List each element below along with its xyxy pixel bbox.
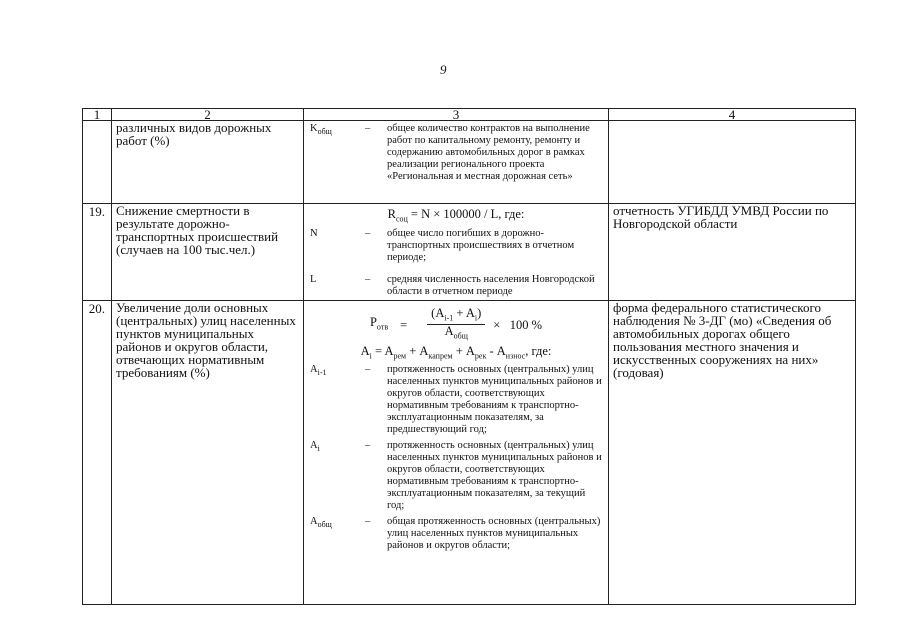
definition-text: протяженность основных (центральных) улиц населенных пунктов муниципальных районов и округов области, соответствующих нормативным требованиям к транспортно-эксплуатационным показателям, за предшествующий год; [387, 364, 602, 435]
definition-item [310, 516, 602, 552]
definition-dash: – [365, 123, 371, 134]
definition-text: общее количество контрактов на выполнение работ по капитальному ремонту, ремонту и содержанию автомобильных дорог в рамках реализации регионального проекта «Региональная и местная дорожная сеть» [387, 123, 590, 182]
formula: $R_{соц} = N \times 100000 / L$, где: [387, 207, 525, 224]
definition-item [310, 274, 602, 298]
table-row [83, 204, 856, 301]
definition-text: средняя численность населения Новгородской области в отчетном периоде [387, 273, 595, 297]
definition-item [310, 440, 602, 512]
calculation-method [304, 300, 609, 604]
definition-text: общая протяженность основных (центральных) улиц населенных пунктов муниципальных районов и округов области; [387, 516, 601, 551]
formula: $A_i = A_{рем} + A_{капрем} + A_{рек} - A_{износ}$, где: [360, 343, 552, 360]
row-number: 20. [83, 300, 112, 604]
definition-dash: – [365, 516, 371, 527]
indicators-table [82, 108, 856, 605]
definition-symbol: N [310, 227, 318, 239]
definition-text: протяженность основных (центральных) улиц населенных пунктов муниципальных районов и округов области, соответствующих нормативным требованиям к транспортно-эксплуатационным показателям, за текущий год; [387, 440, 602, 511]
definition-item [310, 364, 602, 436]
row-number: 19. [83, 204, 112, 301]
column-header: 3 [304, 109, 609, 121]
definition-symbol: $A_{i-1}$ [310, 364, 327, 378]
column-header: 2 [112, 109, 304, 121]
definition-item [310, 123, 602, 183]
table-row [83, 300, 856, 604]
definition-symbol: $K_{общ}$ [310, 123, 332, 137]
indicator-name: различных видов дорожных работ (%) [112, 121, 304, 204]
data-source [609, 121, 856, 204]
column-header: 4 [609, 109, 856, 121]
definition-symbol: L [310, 273, 317, 285]
table-header-row [83, 109, 856, 121]
definition-dash: – [365, 364, 371, 375]
definition-dash: – [365, 227, 371, 239]
calculation-method [304, 121, 609, 204]
definition-dash: – [365, 273, 371, 285]
definition-symbol: $A_{общ}$ [310, 516, 332, 530]
row-number [83, 121, 112, 204]
column-header: 1 [83, 109, 112, 121]
definition-dash: – [365, 440, 371, 451]
calculation-method [304, 204, 609, 301]
indicator-name: Увеличение доли основных (центральных) улиц населенных пунктов муниципальных районов и округов области, отвечающих нормативным требованиям (%) [112, 300, 304, 604]
fraction-formula: $P_{отв}$ = $(A_{i-1} + A_i)$ $A_{общ}$ × 100 % [369, 305, 543, 341]
definition-item [310, 228, 602, 264]
definition-symbol: $A_i$ [310, 440, 320, 454]
data-source: форма федерального статистического наблюдения № 3-ДГ (мо) «Сведения об автомобильных дорогах общего пользования местного значения и искусственных сооружениях на них» (годовая) [609, 300, 856, 604]
indicator-name: Снижение смертности в результате дорожно-транспортных происшествий (случаев на 100 тыс.чел.) [112, 204, 304, 301]
page-number: 9 [440, 62, 447, 77]
definition-text: общее число погибших в дорожно-транспортных происшествиях в отчетном периоде; [387, 227, 575, 263]
table-row [83, 121, 856, 204]
data-source: отчетность УГИБДД УМВД России по Новгородской области [609, 204, 856, 301]
